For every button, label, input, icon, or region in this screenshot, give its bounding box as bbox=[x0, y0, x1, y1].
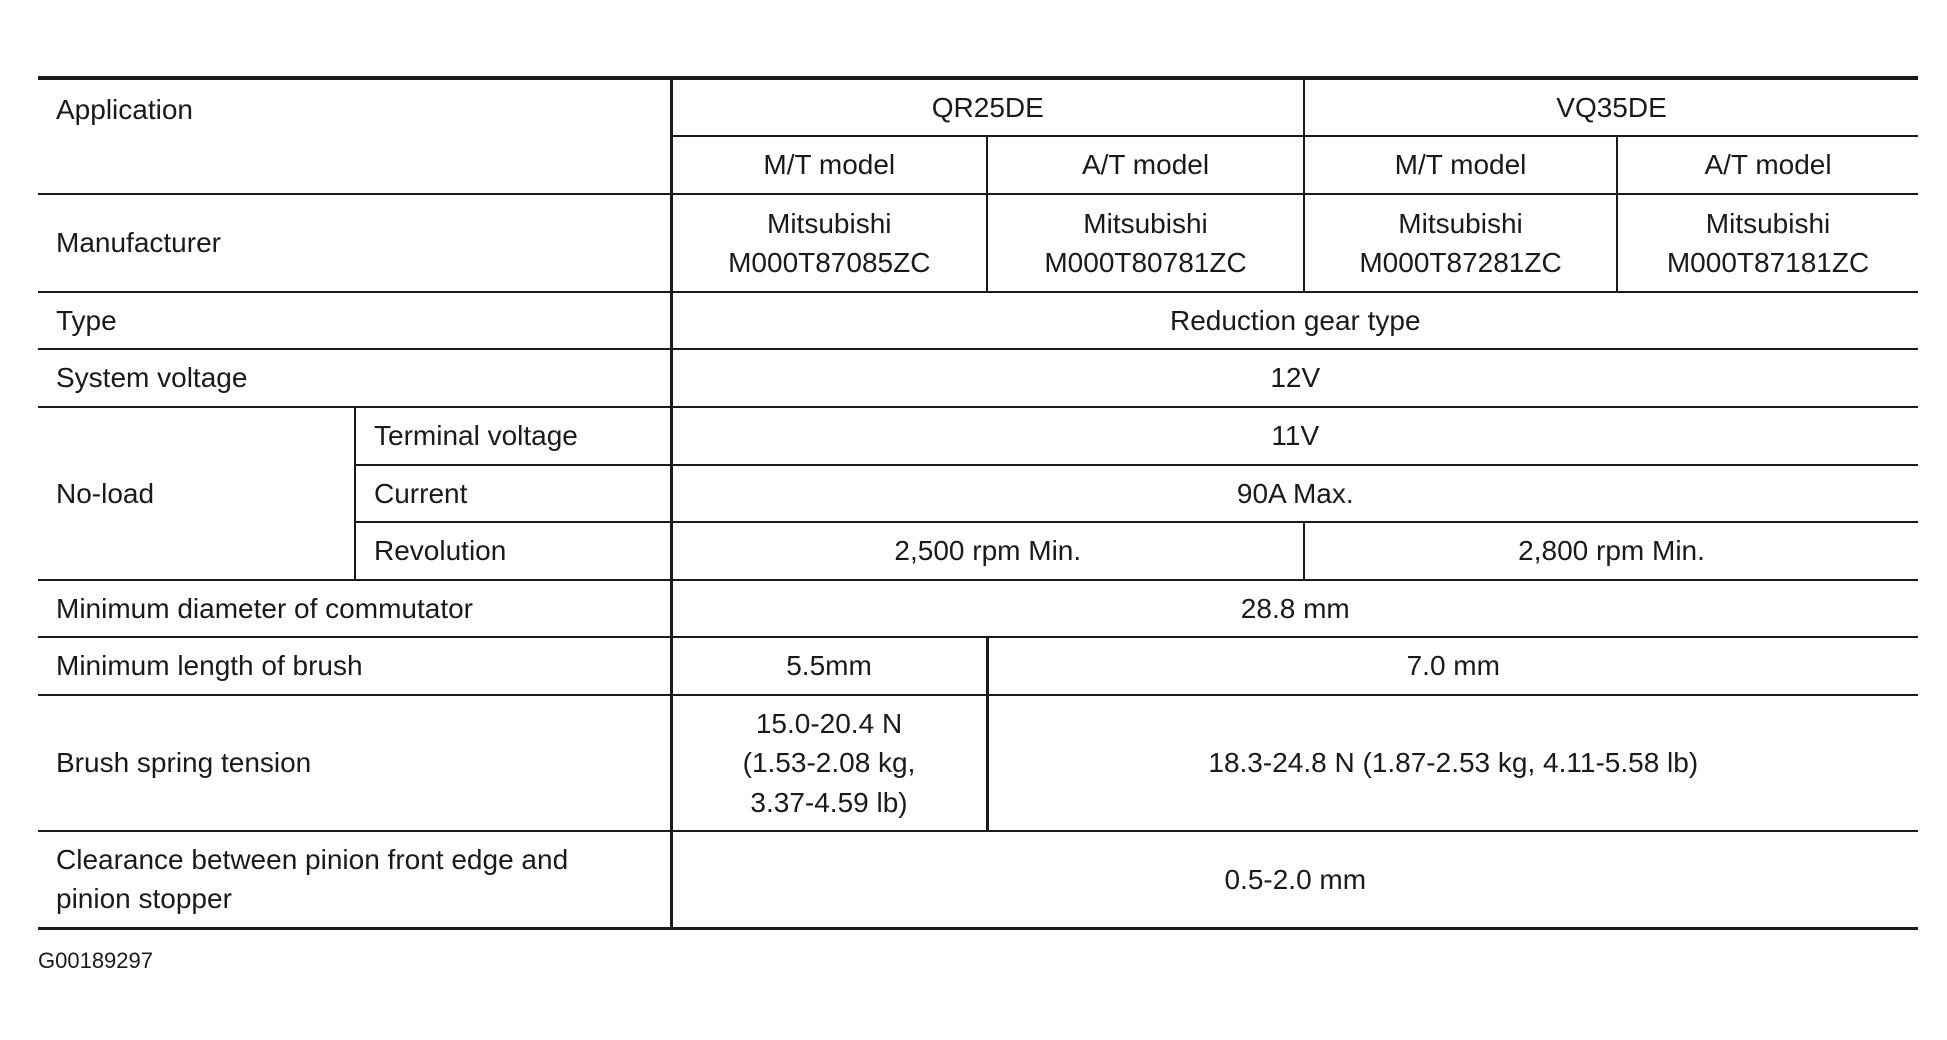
manufacturer-value: Mitsubishi M000T80781ZC bbox=[987, 194, 1304, 292]
brush-spring-tension-qr25de-mt-value: 15.0-20.4 N (1.53-2.08 kg, 3.37-4.59 lb) bbox=[671, 695, 987, 831]
commutator-diameter-value: 28.8 mm bbox=[671, 580, 1918, 637]
revolution-label: Revolution bbox=[355, 522, 671, 580]
type-value: Reduction gear type bbox=[671, 292, 1918, 349]
system-voltage-value: 12V bbox=[671, 349, 1918, 407]
type-label: Type bbox=[38, 292, 671, 349]
no-load-label: No-load bbox=[38, 407, 355, 580]
manufacturer-value: Mitsubishi M000T87085ZC bbox=[671, 194, 987, 292]
manufacturer-value: Mitsubishi M000T87181ZC bbox=[1617, 194, 1918, 292]
brush-length-label: Minimum length of brush bbox=[38, 637, 671, 695]
model-header: M/T model bbox=[1304, 136, 1617, 194]
terminal-voltage-label: Terminal voltage bbox=[355, 407, 671, 465]
brush-spring-tension-other-value: 18.3-24.8 N (1.87-2.53 kg, 4.11-5.58 lb) bbox=[987, 695, 1918, 831]
brush-spring-tension-label: Brush spring tension bbox=[38, 695, 671, 831]
commutator-diameter-label: Minimum diameter of commutator bbox=[38, 580, 671, 637]
manufacturer-value: Mitsubishi M000T87281ZC bbox=[1304, 194, 1617, 292]
model-header: A/T model bbox=[987, 136, 1304, 194]
engine-vq35de-header: VQ35DE bbox=[1304, 78, 1918, 136]
figure-id: G00189297 bbox=[38, 948, 153, 973]
system-voltage-label: System voltage bbox=[38, 349, 671, 407]
model-header: A/T model bbox=[1617, 136, 1918, 194]
application-label: Application bbox=[38, 78, 671, 194]
terminal-voltage-value: 11V bbox=[671, 407, 1918, 465]
pinion-clearance-value: 0.5-2.0 mm bbox=[671, 831, 1918, 928]
revolution-vq35de-value: 2,800 rpm Min. bbox=[1304, 522, 1918, 580]
engine-qr25de-header: QR25DE bbox=[671, 78, 1304, 136]
current-value: 90A Max. bbox=[671, 465, 1918, 522]
manufacturer-label: Manufacturer bbox=[38, 194, 671, 292]
brush-length-other-value: 7.0 mm bbox=[987, 637, 1918, 695]
brush-length-qr25de-mt-value: 5.5mm bbox=[671, 637, 987, 695]
pinion-clearance-label: Clearance between pinion front edge and pinion stopper bbox=[38, 831, 671, 928]
model-header: M/T model bbox=[671, 136, 987, 194]
starter-spec-table bbox=[38, 76, 1918, 930]
current-label: Current bbox=[355, 465, 671, 522]
revolution-qr25de-value: 2,500 rpm Min. bbox=[671, 522, 1304, 580]
